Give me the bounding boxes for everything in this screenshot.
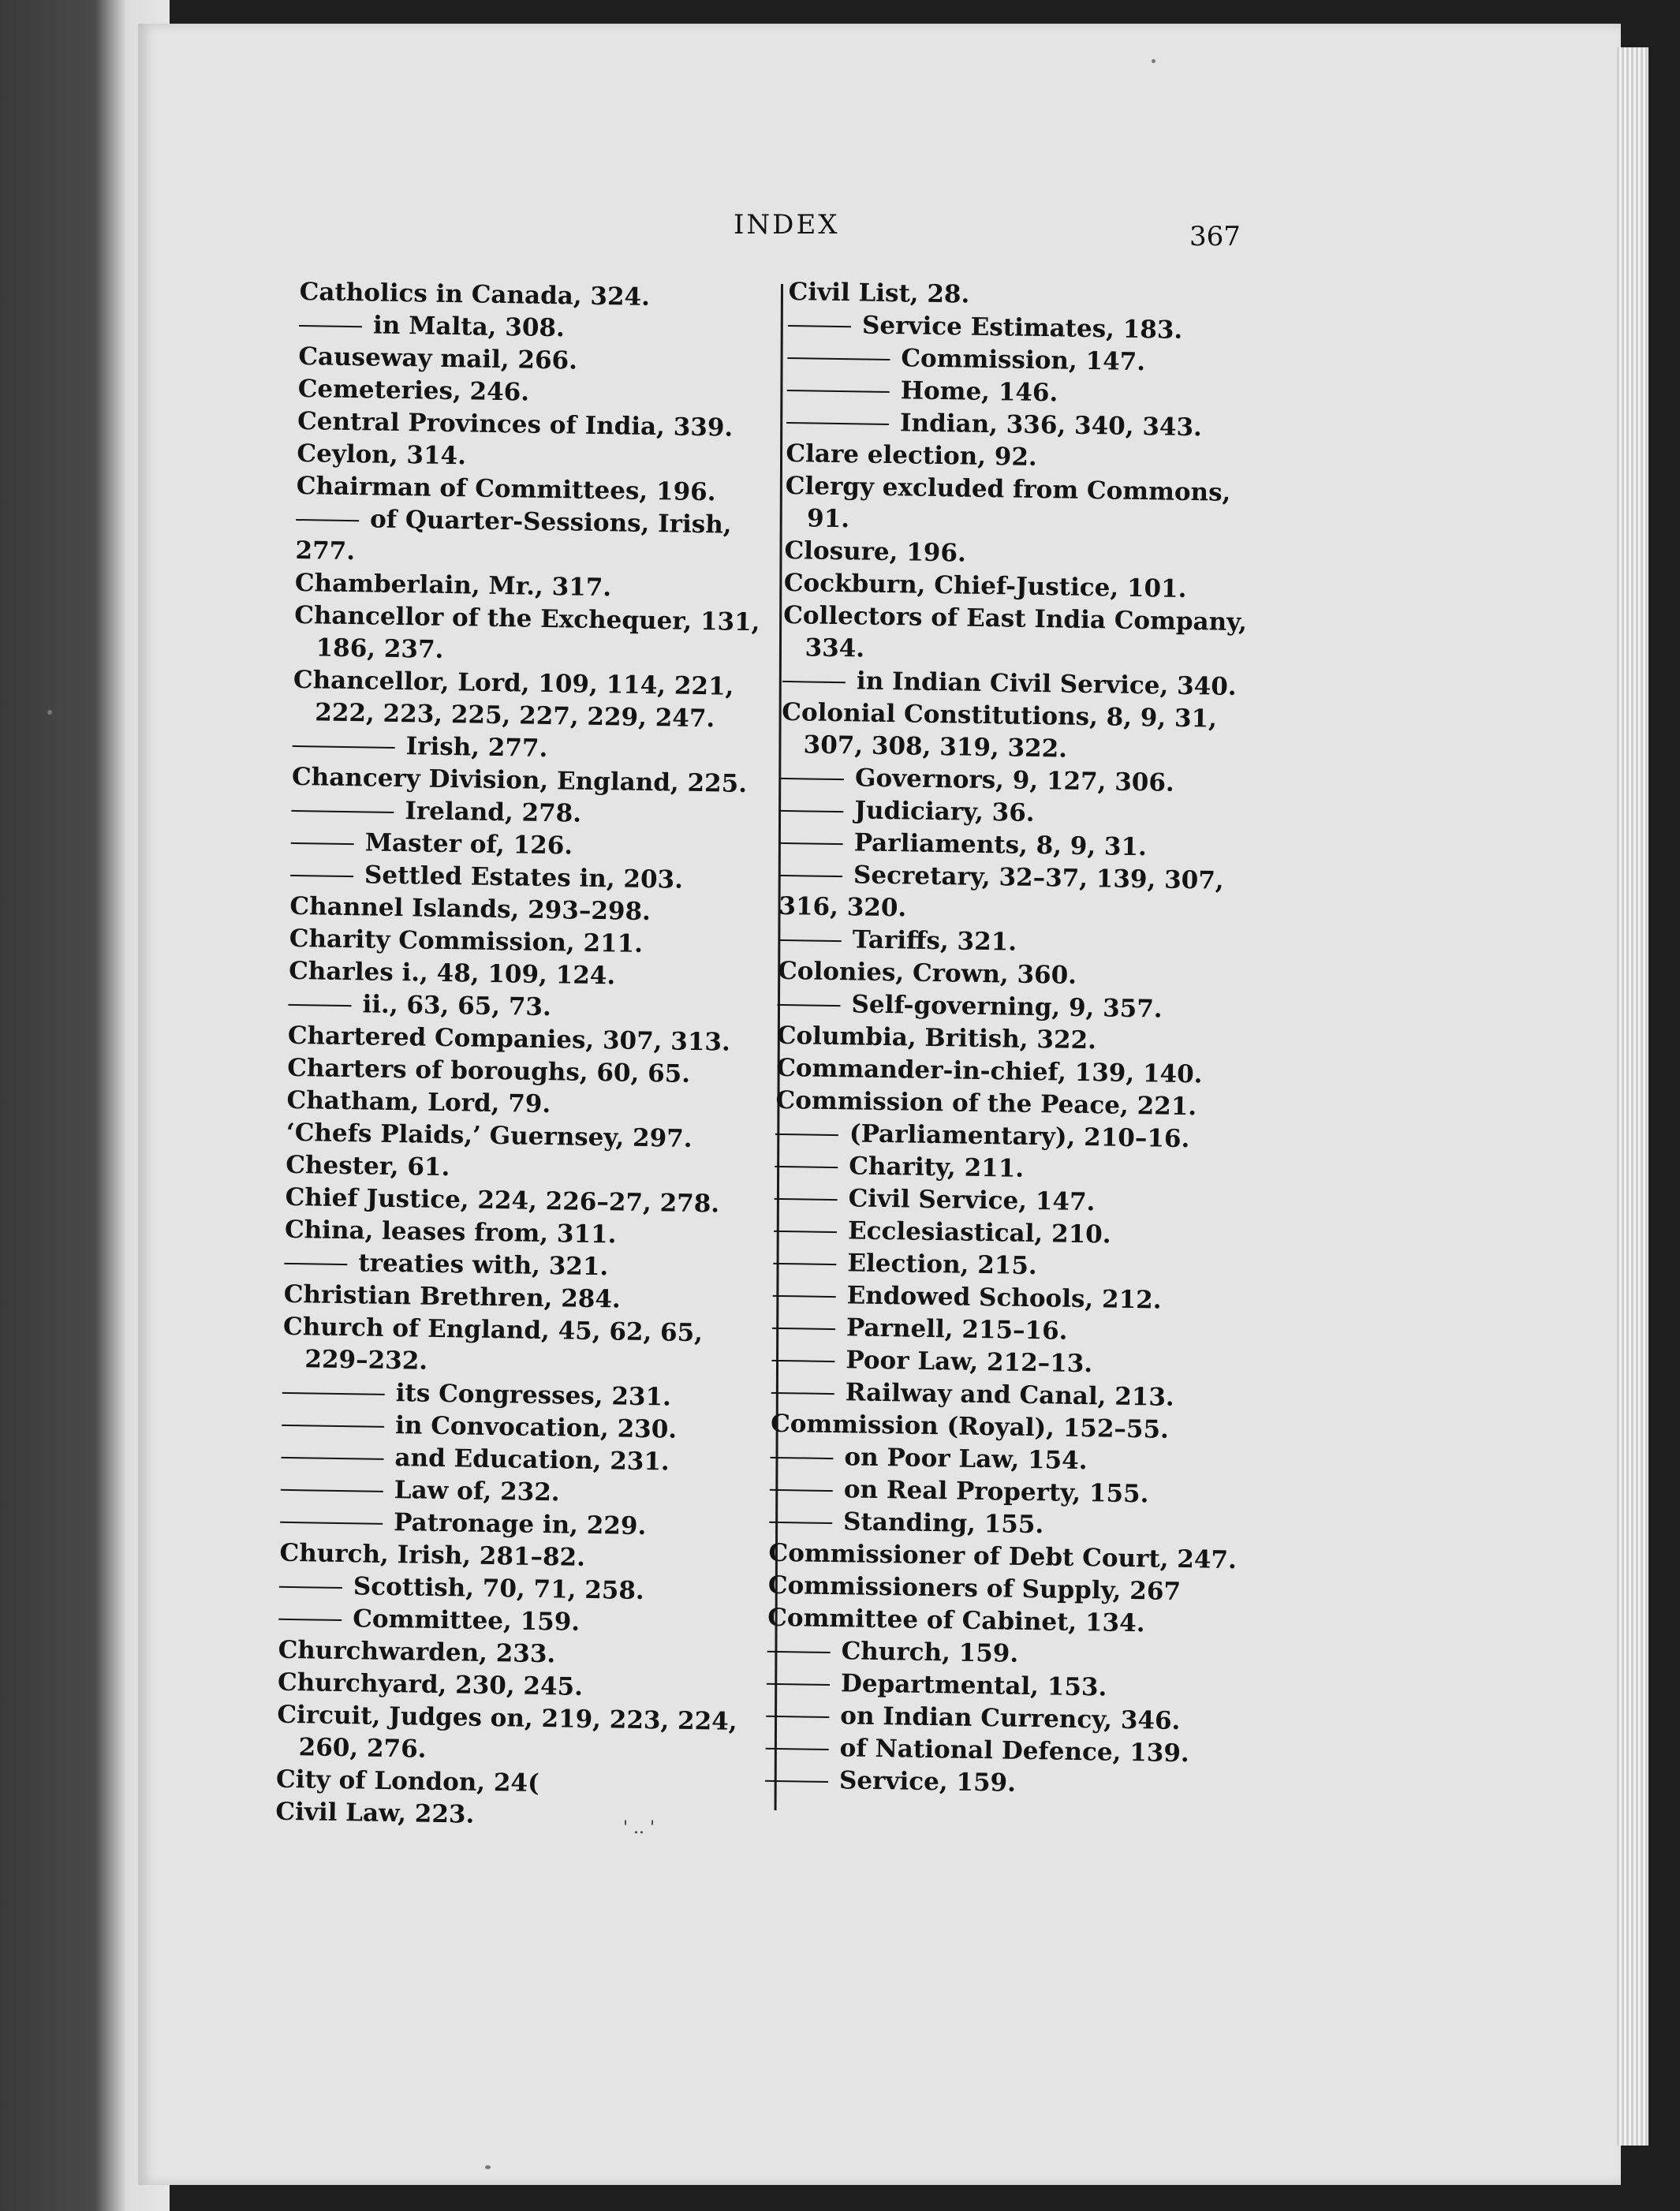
entry-text: Parnell, 215–16.	[846, 1313, 1068, 1346]
ditto-dash	[771, 1359, 834, 1361]
entry-text: Ireland, 278.	[405, 797, 582, 828]
entry-text: Ceylon, 314.	[297, 439, 467, 471]
entry-text: Judiciary, 36.	[854, 796, 1035, 827]
scan-speck	[1152, 59, 1155, 63]
entry-text: Departmental, 153.	[840, 1669, 1107, 1702]
entry-text: Settled Estates in, 203.	[364, 861, 684, 894]
entry-text: of National Defence, 139.	[839, 1734, 1190, 1768]
entry-text: ii., 63, 65, 73.	[362, 990, 552, 1022]
entry-text: Master of, 126.	[364, 828, 573, 861]
ditto-dash	[278, 1618, 342, 1620]
entry-text: Cockburn, Chief-Justice, 101.	[783, 568, 1187, 603]
entry-text: Civil Law, 223.	[275, 1797, 475, 1829]
entry-text: Circuit, Judges on, 219, 223, 224, 260, 276.	[277, 1700, 737, 1764]
ditto-dash	[778, 939, 842, 941]
index-entry	[293, 664, 782, 737]
entry-text: Charity, 211.	[849, 1152, 1025, 1183]
ditto-dash	[281, 1456, 383, 1459]
ditto-dash	[280, 1521, 383, 1524]
index-column-right	[765, 276, 1278, 1804]
page-stack-edge	[1617, 47, 1648, 2146]
entry-text: Chief Justice, 224, 226–27, 278.	[285, 1182, 720, 1219]
entry-text: in Indian Civil Service, 340.	[856, 667, 1237, 701]
entry-text: Church, 159.	[841, 1637, 1019, 1668]
footer-mark: ' .. '	[623, 1818, 655, 1838]
ditto-dash	[769, 1521, 832, 1523]
entry-text: Closure, 196.	[784, 536, 967, 568]
entry-text: Tariffs, 321.	[852, 925, 1017, 957]
entry-text: Channel Islands, 293–298.	[289, 891, 651, 927]
ditto-dash	[787, 389, 890, 392]
ditto-dash	[777, 1003, 840, 1006]
entry-text: Commission (Royal), 152–55.	[770, 1409, 1170, 1444]
entry-text: Christian Brethren, 284.	[283, 1279, 622, 1314]
entry-text: Poor Law, 212–13.	[846, 1346, 1093, 1379]
ditto-dash	[775, 1165, 838, 1167]
entry-text: Chamberlain, Mr., 317.	[294, 568, 612, 603]
entry-text: Clare election, 92.	[786, 439, 1038, 472]
entry-text: China, leases from, 311.	[284, 1215, 617, 1249]
entry-text: Railway and Canal, 213.	[845, 1378, 1175, 1412]
running-head: INDEX	[734, 209, 840, 241]
entry-text: Charles i., 48, 109, 124.	[288, 956, 616, 991]
ditto-dash	[291, 842, 354, 844]
ditto-dash	[779, 874, 842, 876]
entry-text: Clergy excluded from Commons, 91.	[785, 471, 1231, 534]
ditto-dash	[282, 1424, 384, 1427]
ditto-dash	[290, 874, 353, 876]
entry-text: Ecclesiastical, 210.	[847, 1216, 1111, 1249]
entry-text: Standing, 155.	[842, 1507, 1044, 1540]
entry-text: and Education, 231.	[394, 1443, 670, 1477]
entry-text: Commander-in-chief, 139, 140.	[775, 1053, 1203, 1089]
entry-text: Indian, 336, 340, 343.	[899, 409, 1203, 443]
entry-text: treaties with, 321.	[358, 1249, 609, 1282]
ditto-dash	[780, 842, 843, 844]
entry-text: Chatham, Lord, 79.	[286, 1085, 551, 1119]
entry-text: Charters of boroughs, 60, 65.	[286, 1053, 691, 1089]
entry-text: Home, 146.	[900, 376, 1058, 408]
page-number: 367	[1189, 221, 1241, 252]
entry-text: Civil Service, 147.	[848, 1184, 1096, 1217]
entry-text: on Real Property, 155.	[843, 1475, 1149, 1509]
entry-text: of Quarter-Sessions, Irish, 277.	[295, 505, 732, 566]
entry-text: Chester, 61.	[286, 1150, 450, 1182]
entry-text: Colonies, Crown, 360.	[777, 956, 1077, 990]
entry-text: its Congresses, 231.	[395, 1379, 672, 1412]
entry-text: Chairman of Committees, 196.	[296, 471, 716, 507]
entry-text: Church of England, 45, 62, 65, 229–232.	[282, 1312, 704, 1376]
ditto-dash	[775, 1133, 838, 1135]
entry-text: Colonial Constitutions, 8, 9, 31, 307, 308, 319, 322.	[782, 697, 1218, 764]
index-entry	[276, 1699, 766, 1772]
entry-text: Chancery Division, England, 225.	[291, 762, 748, 798]
entry-text: Civil List, 28.	[788, 277, 970, 309]
ditto-dash	[293, 745, 395, 748]
ditto-dash	[766, 1747, 829, 1750]
entry-text: Churchyard, 230, 245.	[277, 1668, 584, 1701]
entry-text: Endowed Schools, 212.	[846, 1281, 1162, 1315]
ditto-dash	[279, 1585, 342, 1588]
ditto-dash	[282, 1391, 385, 1395]
entry-text: Scottish, 70, 71, 258.	[353, 1572, 645, 1606]
entry-text: (Parliamentary), 210–16.	[849, 1119, 1190, 1154]
entry-text: Committee of Cabinet, 134.	[767, 1603, 1145, 1638]
ditto-dash	[770, 1488, 833, 1491]
entry-text: Cemeteries, 246.	[297, 374, 530, 407]
entry-text: in Malta, 308.	[372, 311, 566, 343]
ditto-dash	[773, 1294, 836, 1297]
index-entry	[282, 1311, 772, 1384]
ditto-dash	[781, 777, 844, 779]
ditto-dash	[770, 1456, 833, 1458]
ditto-dash	[281, 1488, 383, 1492]
ditto-dash	[788, 324, 851, 327]
scan-speck	[485, 2165, 491, 2169]
ditto-dash	[299, 324, 362, 327]
index-column-left	[275, 276, 789, 1836]
ditto-dash	[284, 1262, 347, 1264]
entry-text: on Indian Currency, 346.	[840, 1701, 1181, 1736]
index-entry	[295, 502, 785, 575]
entry-text: Commissioner of Debt Court, 247.	[768, 1538, 1238, 1575]
entry-text: Irish, 277.	[405, 732, 548, 764]
ditto-dash	[773, 1262, 836, 1264]
ditto-dash	[772, 1327, 835, 1329]
index-entry	[785, 470, 1275, 543]
entry-text: Commission, 147.	[901, 344, 1146, 377]
entry-text: Catholics in Canada, 324.	[299, 277, 651, 312]
entry-text: Chancellor of the Exchequer, 131, 186, 237.	[293, 600, 760, 664]
ditto-dash	[774, 1230, 837, 1232]
ditto-dash	[786, 421, 889, 424]
index-entry	[782, 599, 1272, 672]
ditto-dash	[767, 1650, 831, 1653]
entry-text: Chancellor, Lord, 109, 114, 221, 222, 223, 225, 227, 229, 247.	[293, 665, 734, 734]
entry-text: Chartered Companies, 307, 313.	[287, 1021, 731, 1057]
entry-text: Central Provinces of India, 339.	[297, 406, 734, 443]
index-entry	[778, 858, 1268, 931]
entry-text: Commission of the Peace, 221.	[775, 1085, 1197, 1122]
entry-text: Patronage in, 229.	[393, 1508, 647, 1541]
scan-speck	[47, 710, 52, 715]
ditto-dash	[780, 809, 843, 812]
ditto-dash	[771, 1391, 834, 1394]
ditto-dash	[288, 1003, 351, 1006]
ditto-dash	[775, 1197, 838, 1200]
ditto-dash	[296, 518, 359, 521]
entry-text: Self-governing, 9, 357.	[851, 990, 1163, 1024]
entry-text: Church, Irish, 281–82.	[279, 1538, 586, 1572]
entry-text: Columbia, British, 322.	[776, 1021, 1097, 1055]
ditto-dash	[787, 357, 890, 360]
ditto-dash	[765, 1780, 828, 1782]
ditto-dash	[291, 809, 394, 812]
entry-text: Governors, 9, 127, 306.	[854, 764, 1175, 797]
entry-text: Committee, 159.	[352, 1604, 581, 1637]
entry-text: Churchwarden, 233.	[278, 1635, 556, 1669]
entry-text: Law of, 232.	[394, 1476, 560, 1507]
entry-text: Secretary, 32–37, 139, 307, 316, 320.	[778, 861, 1224, 923]
entry-text: in Convocation, 230.	[394, 1411, 678, 1444]
entry-text: Service, 159.	[838, 1766, 1017, 1798]
index-entry	[781, 697, 1271, 769]
entry-text: Collectors of East India Company, 334.	[782, 600, 1248, 663]
entry-text: Charity Commission, 211.	[289, 924, 644, 958]
ditto-dash	[782, 680, 846, 682]
entry-text: on Poor Law, 154.	[844, 1443, 1088, 1476]
entry-text: Service Estimates, 183.	[861, 311, 1183, 345]
ditto-dash	[766, 1715, 829, 1717]
entry-text: Causeway mail, 266.	[298, 342, 578, 375]
entry-text: ‘Chefs Plaids,’ Guernsey, 297.	[286, 1118, 693, 1153]
entry-text: Parliaments, 8, 9, 31.	[853, 828, 1148, 862]
entry-text: City of London, 24(	[275, 1765, 539, 1798]
ditto-dash	[767, 1683, 830, 1685]
entry-text: Election, 215.	[847, 1249, 1038, 1281]
index-entry	[293, 599, 783, 672]
entry-text: Commissioners of Supply, 267	[767, 1570, 1182, 1607]
